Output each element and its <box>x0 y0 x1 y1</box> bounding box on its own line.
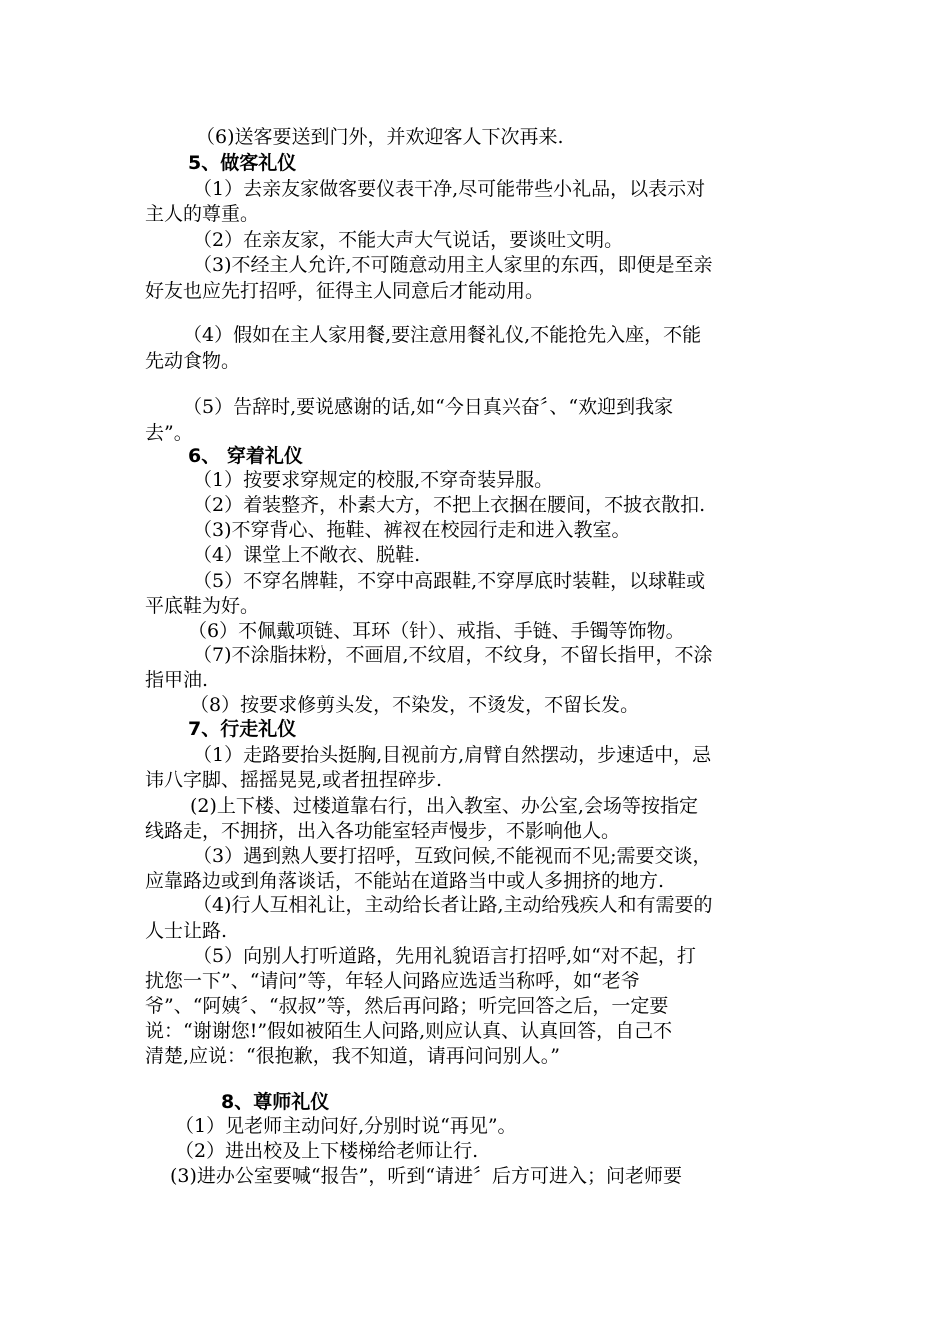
text-line: （6)送客要送到门外，并欢迎客人下次再来. <box>196 126 564 148</box>
text-line: 清楚,应说：“很抱歉，我不知道，请再问问别人。” <box>145 1045 560 1067</box>
text-line: （2）在亲友家，不能大声大气说话，要谈吐文明。 <box>193 229 624 251</box>
text-line: （3)不经主人允许,不可随意动用主人家里的东西，即便是至亲 <box>193 254 713 276</box>
text-line: 平底鞋为好。 <box>145 595 260 617</box>
text-line: 扰您一下”、“请问”等，年轻人问路应选适当称呼，如“老爷 <box>145 970 640 992</box>
section-heading-8: 8、尊师礼仪 <box>221 1091 330 1113</box>
text-line: 线路走，不拥挤，出入各功能室轻声慢步，不影响他人。 <box>145 820 621 842</box>
text-line: 人士让路. <box>145 920 228 942</box>
text-line: （3）遇到熟人要打招呼，互致问候,不能视而不见;需要交谈， <box>193 845 712 867</box>
text-line: 讳八字脚、摇摇晃晃,或者扭捏碎步. <box>145 769 443 791</box>
text-line: 主人的尊重。 <box>145 203 260 225</box>
text-line: （5）不穿名牌鞋，不穿中高跟鞋,不穿厚底时装鞋，以球鞋或 <box>193 570 706 592</box>
text-line: （6）不佩戴项链、耳环（针）、戒指、手链、手镯等饰物。 <box>188 620 685 642</box>
text-line: （4）假如在主人家用餐,要注意用餐礼仪,不能抢先入座，不能 <box>183 324 702 346</box>
text-line: （2）进出校及上下楼梯给老师让行. <box>175 1140 479 1162</box>
text-line: （1）走路要抬头挺胸,目视前方,肩臂自然摆动，步速适中，忌 <box>193 744 712 766</box>
text-line: （4）课堂上不敞衣、脱鞋. <box>193 544 421 566</box>
section-heading-7: 7、行走礼仪 <box>188 718 297 740</box>
text-line: 应靠路边或到角落谈话，不能站在道路当中或人多拥挤的地方. <box>145 870 665 892</box>
text-line: （2）着装整齐，朴素大方，不把上衣捆在腰间，不披衣散扣. <box>193 494 706 516</box>
text-line: 爷”、“阿姨〞、“叔叔”等，然后再问路；听完回答之后，一定要 <box>145 995 669 1017</box>
text-line: （5）告辞时,要说感谢的话,如“今日真兴奋〞、“欢迎到我家 <box>183 396 674 418</box>
text-line: (2)上下楼、过楼道靠右行，出入教室、办公室,会场等按指定 <box>190 795 698 817</box>
text-line: （1）按要求穿规定的校服,不穿奇装异服。 <box>193 469 554 491</box>
text-line: 说：“谢谢您!”假如被陌生人问路,则应认真、认真回答，自己不 <box>145 1020 673 1042</box>
text-line: （7)不涂脂抹粉，不画眉,不纹眉，不纹身，不留长指甲，不涂 <box>193 644 713 666</box>
text-line: 好友也应先打招呼，征得主人同意后才能动用。 <box>145 280 545 302</box>
section-heading-5: 5、做客礼仪 <box>188 152 297 174</box>
text-line: （4)行人互相礼让，主动给长者让路,主动给残疾人和有需要的 <box>193 894 713 916</box>
text-line: （3)不穿背心、拖鞋、裤衩在校园行走和进入教室。 <box>193 519 631 541</box>
text-line: （1）去亲友家做客要仪表干净,尽可能带些小礼品，以表示对 <box>193 178 706 200</box>
text-line: （5）向别人打听道路，先用礼貌语言打招呼,如“对不起，打 <box>193 945 696 967</box>
text-line: （1）见老师主动问好,分别时说“再见”。 <box>175 1115 517 1137</box>
text-line: （8）按要求修剪头发，不染发，不烫发，不留长发。 <box>190 694 640 716</box>
section-heading-6: 6、 穿着礼仪 <box>188 445 303 467</box>
text-line: (3)进办公室要喊“报告”，听到“请进〞后方可进入；问老师要 <box>170 1165 683 1187</box>
text-line: 去”。 <box>145 422 193 444</box>
text-line: 先动食物。 <box>145 350 241 372</box>
text-line: 指甲油. <box>145 669 209 691</box>
